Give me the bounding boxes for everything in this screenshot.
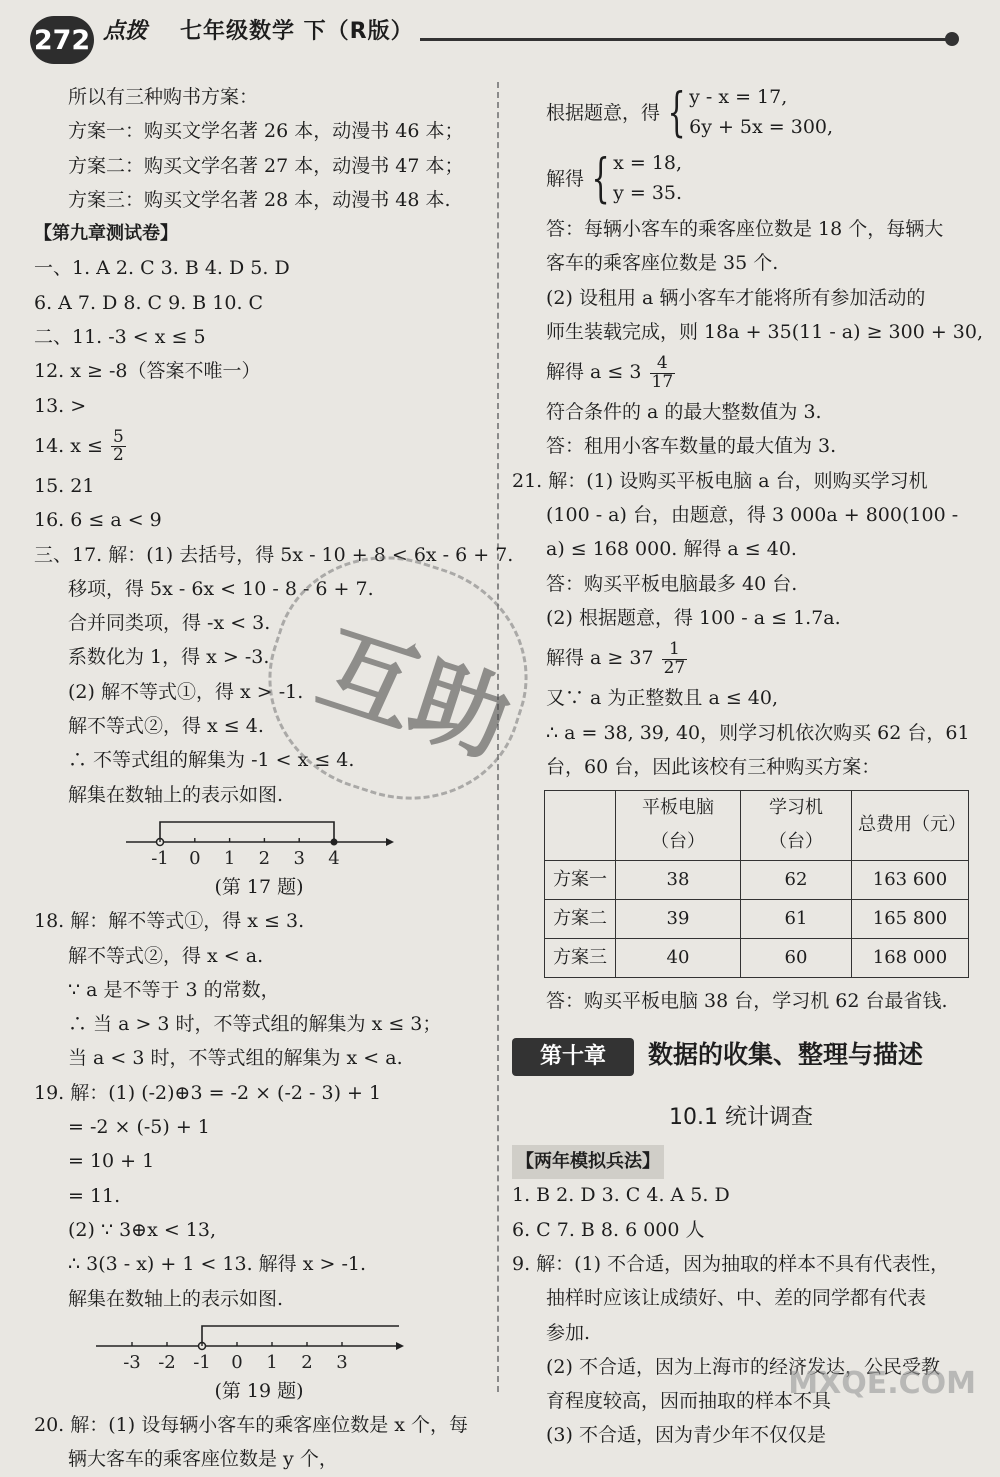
text-line: 方案三：购买文学名著 28 本，动漫书 48 本. [68,188,451,211]
chapter-tag: 第十章 [512,1038,634,1076]
system [660,83,833,143]
solution-line: = 10 + 1 [68,1150,155,1173]
solution-line: 三、17. 解：(1) 去括号，得 5x - 10 + 8 < 6x - 6 + 7. [34,543,514,566]
tick-label: -3 [123,1351,141,1373]
solution-line: 21. 解：(1) 设购买平板电脑 a 台，则购买学习机 [512,469,928,492]
solution-line: 抽样时应该让成绩好、中、差的同学都有代表 [546,1287,927,1310]
answer-line: 6. C 7. B 8. 6 000 人 [512,1218,705,1241]
solution-line: ∴ a = 38, 39, 40，则学习机依次购买 62 台，61 [546,721,970,744]
solution-line: (2) 解不等式①，得 x > -1. [68,680,304,703]
table-cell: 165 800 [852,899,969,938]
brace-icon: { [591,149,610,209]
denominator: 2 [112,445,124,466]
solution-line: 符合条件的 a 的最大整数值为 3. [546,401,822,424]
table-row [545,938,969,977]
solution-line [512,635,970,681]
answer-line: 6. A 7. D 8. C 9. B 10. C [34,291,264,314]
answer-line: 16. 6 ≤ a < 9 [34,509,162,532]
equation-system [512,80,970,146]
solution-line: (2) 设租用 a 辆小客车才能将所有参加活动的 [546,286,926,309]
solution-line [512,349,970,395]
tick-label: 2 [301,1351,313,1373]
solution-line: ∵ a 是不等于 3 的常数， [68,978,280,1001]
table-row [545,860,969,899]
chapter-heading [512,1032,970,1088]
section-title: 10.1 统计调查 [669,1105,813,1131]
table-cell: 方案一 [545,860,616,899]
watermark: MXQE.COM [788,1366,976,1401]
solution-line: 答：租用小客车数量的最大值为 3. [546,435,837,458]
text-line: 所以有三种购书方案： [68,86,259,108]
table-cell: 62 [741,860,852,899]
header-rule [420,38,950,41]
answer-line: 二、11. -3 < x ≤ 5 [34,326,206,349]
equation: y = 35. [613,182,683,204]
answer-prefix: 14. x ≤ [34,434,103,457]
denominator: 17 [651,371,674,392]
solution-line: = 11. [68,1184,121,1207]
solution-line: 19. 解：(1) (-2)⊕3 = -2 × (-2 - 3) + 1 [34,1081,382,1104]
book-title: 七年级数学 下（R版） [180,19,414,44]
subsection-heading [512,1144,970,1178]
solution-line: 答：购买平板电脑最多 40 台. [546,572,798,595]
purchase-plan-table [544,790,969,978]
solution-line: 移项，得 5x - 6x < 10 - 8 - 6 + 7. [68,577,374,600]
table-cell: 方案三 [545,938,616,977]
solution-line: (3) 不合适，因为青少年不仅仅是 [546,1424,826,1447]
table-cell: 方案二 [545,899,616,938]
denominator: 27 [663,657,686,678]
equation-prefix: 解得 [546,167,585,190]
table-header-cell: 平板电脑（台） [616,791,741,861]
solution-line: 辆大客车的乘客座位数是 y 个， [68,1448,338,1471]
answer-line: 12. x ≥ -8（答案不唯一） [34,360,261,383]
solution-line: 9. 解：(1) 不合适，因为抽取的样本不具有代表性， [512,1252,950,1275]
solution-line: 18. 解：解不等式①，得 x ≤ 3. [34,910,305,933]
solution-line: 当 a < 3 时，不等式组的解集为 x < a. [68,1047,403,1070]
solution-line: 师生装载完成，则 18a + 35(11 - a) ≥ 300 + 30, [546,320,984,343]
solution-line: 答：每辆小客车的乘客座位数是 18 个，每辆大 [546,218,944,240]
solution-line: 解不等式②，得 x ≤ 4. [68,715,264,738]
solution-line: 台，60 台，因此该校有三种购买方案： [546,755,881,778]
solution-line: 参加. [546,1321,591,1344]
table-cell: 168 000 [852,938,969,977]
brand-logo: 点拨 [103,18,148,44]
tick-label: 1 [223,847,236,869]
solution-line: (100 - a) 台，由题意，得 3 000a + 800(100 - [546,504,959,527]
solution-line: (2) 根据题意，得 100 - a ≤ 1.7a. [546,606,841,629]
chapter-title: 数据的收集、整理与描述 [648,1040,924,1070]
fraction [111,426,126,466]
answer-prefix: 解得 a ≤ 3 [546,361,642,384]
solution-line: = -2 × (-5) + 1 [68,1116,210,1139]
tick-label: -1 [151,847,169,869]
table-cell: 38 [616,860,741,899]
page-number: 272 [30,16,94,64]
solution-line: 又∵ a 为正整数且 a ≤ 40, [546,687,778,710]
tick-label: 0 [231,1351,243,1373]
table-cell: 60 [741,938,852,977]
table-header-row [545,791,969,861]
tick-label: 1 [266,1351,278,1373]
numerator: 4 [650,355,676,374]
section-heading: 【第九章测试卷】 [34,223,178,245]
equation: x = 18, [613,152,683,174]
right-column [512,80,984,1453]
solution-line: 育程度较高，因而抽取的样本不具 [546,1390,832,1413]
solution-line: a) ≤ 168 000. 解得 a ≤ 40. [546,538,797,561]
answer-line: 15. 21 [34,474,95,497]
stamp-text: 互助 [305,611,524,778]
solution-line: 解集在数轴上的表示如图. [68,1287,284,1310]
solution-line: 解集在数轴上的表示如图. [68,783,284,806]
equation-prefix: 根据题意，得 [546,101,661,124]
table-cell: 39 [616,899,741,938]
tick-label: 3 [293,847,305,869]
page-header [0,0,1000,62]
system [584,149,682,209]
table-cell: 61 [741,899,852,938]
figure-caption: (第 19 题) [214,1379,304,1402]
fraction [662,638,688,678]
fraction [650,352,676,392]
numerator: 1 [662,641,688,660]
solution-line: 合并同类项，得 -x < 3. [68,612,271,635]
figure-caption: (第 17 题) [214,875,304,898]
tick-label: 2 [258,847,271,869]
tick-label: 4 [328,847,340,869]
equation: 6y + 5x = 300, [689,116,834,138]
table-header-cell: 总费用（元） [852,791,969,861]
tick-label: 3 [336,1351,348,1373]
equation: y - x = 17, [689,86,788,108]
solution-line: 答：购买平板电脑 38 台，学习机 62 台最省钱. [546,989,948,1012]
solution-line: ∴ 当 a > 3 时，不等式组的解集为 x ≤ 3； [68,1013,442,1036]
solution-line: (2) ∵ 3⊕x < 13, [68,1218,217,1241]
solution-line: (2) 不合适，因为上海市的经济发达，公民受教 [546,1355,940,1378]
solution-line: 客车的乘客座位数是 35 个. [546,252,779,275]
number-line-17 [34,812,484,870]
numerator: 5 [112,426,124,447]
table-header-cell [545,791,616,861]
answer-line: 一、1. A 2. C 3. B 4. D 5. D [34,257,290,280]
number-line-19 [34,1316,484,1374]
answer-line: 1. B 2. D 3. C 4. A 5. D [512,1184,730,1207]
answer-prefix: 解得 a ≥ 37 [546,647,654,670]
solution-line: 20. 解：(1) 设每辆小客车的乘客座位数是 x 个，每 [34,1414,469,1437]
table-cell: 163 600 [852,860,969,899]
equation-system [512,146,970,212]
text-line: 方案二：购买文学名著 27 本，动漫书 47 本； [68,154,464,177]
solution-line: ∴ 不等式组的解集为 -1 < x ≤ 4. [68,749,355,772]
tick-label: 0 [189,847,201,869]
table-cell: 40 [616,938,741,977]
tick-label: -1 [193,1351,211,1373]
table-row [545,899,969,938]
header-dot-icon [945,32,959,46]
brace-icon: { [667,83,686,143]
answer-line [34,423,484,469]
table-header-cell: 学习机（台） [741,791,852,861]
subsection-label: 【两年模拟兵法】 [512,1145,664,1179]
tick-label: -2 [158,1351,176,1373]
solution-line: 解不等式②，得 x < a. [68,944,264,967]
number-line-17-svg [34,812,484,870]
solution-line: ∴ 3(3 - x) + 1 < 13. 解得 x > -1. [68,1253,366,1276]
answer-line: 13. > [34,394,87,417]
text-line: 方案一：购买文学名著 26 本，动漫书 46 本； [68,120,464,143]
solution-line: 系数化为 1，得 x > -3. [68,646,270,669]
number-line-19-svg [34,1316,484,1374]
